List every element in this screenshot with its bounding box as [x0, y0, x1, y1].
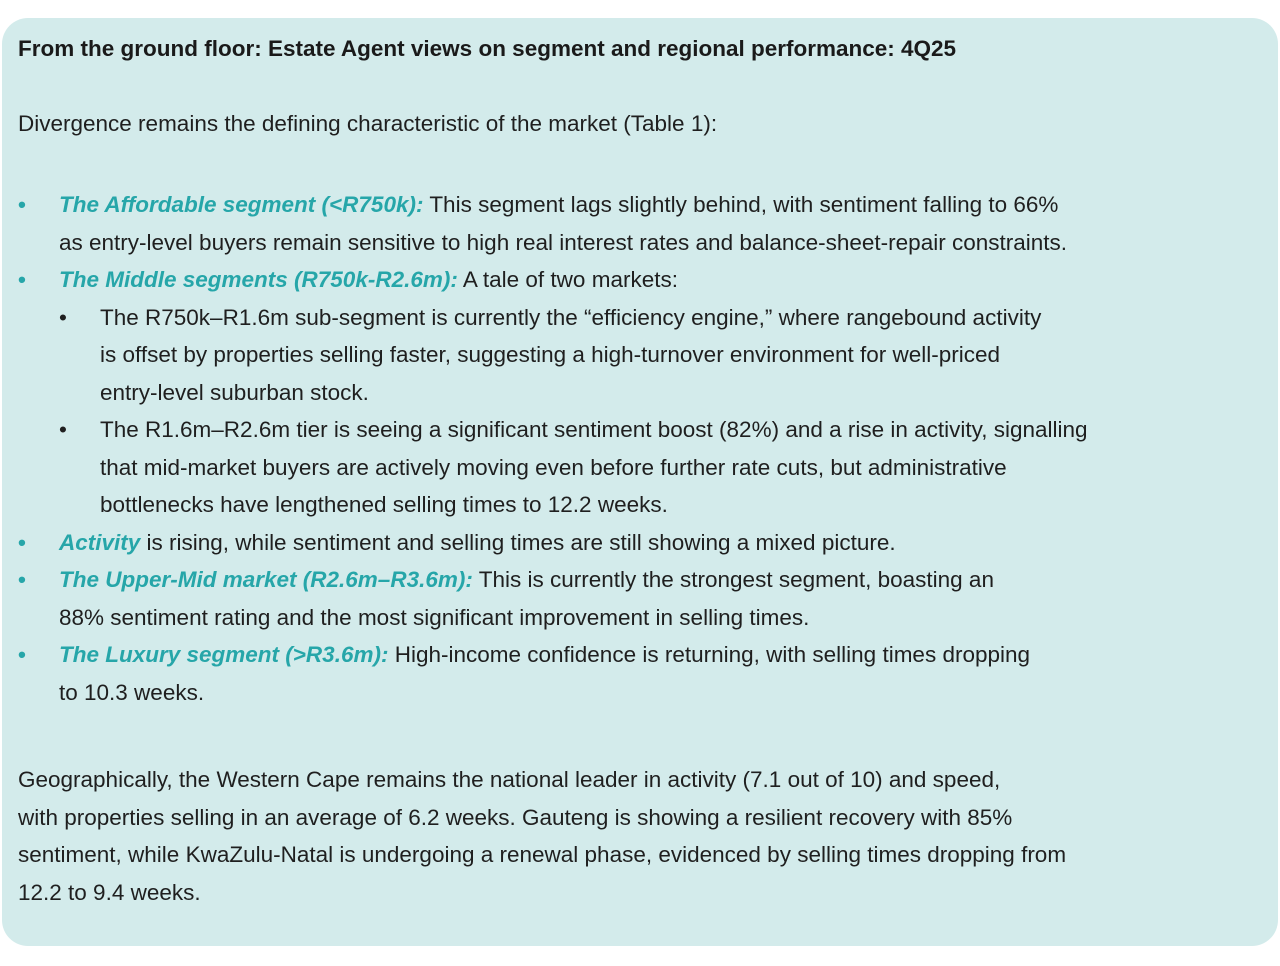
- intro-text: Divergence remains the defining characteristic of the market (Table 1):: [18, 111, 718, 136]
- segment-lead: The Upper-Mid market (R2.6m–R3.6m):: [59, 567, 473, 592]
- segment-lead: The Middle segments (R750k-R2.6m):: [59, 267, 458, 292]
- sub-bullet-icon: •: [59, 304, 67, 330]
- sub-item-text: The R750k–R1.6m sub-segment is currently the “efficiency engine,” where rangebound activity: [100, 304, 1042, 330]
- segment-text: This is currently the strongest segment, boasting an: [472, 567, 994, 592]
- list-item-activity: [18, 524, 1273, 562]
- segment-text: to 10.3 weeks.: [59, 679, 205, 705]
- panel-title: From the ground floor: Estate Agent views on segment and regional performance: 4Q25: [18, 36, 957, 61]
- bullet-icon: •: [18, 529, 26, 555]
- sub-item-tier: [59, 411, 1273, 524]
- sub-item-text: that mid-market buyers are actively moving even before further rate cuts, but administrative: [100, 454, 1007, 480]
- sub-bullet-icon: •: [59, 417, 67, 442]
- bullet-icon: •: [18, 192, 26, 217]
- list-item-upper-mid: [18, 561, 1273, 636]
- paragraph-line: with properties selling in an average of 6.2 weeks. Gauteng is showing a resilient recovery with 85%: [18, 804, 1013, 830]
- segment-lead: Activity: [59, 529, 141, 555]
- segment-text: A tale of two markets:: [457, 267, 678, 292]
- geography-paragraph: [18, 761, 1258, 911]
- list-item-middle: [18, 261, 1273, 524]
- list-item-affordable: [18, 186, 1273, 261]
- segment-text: 88% sentiment rating and the most significant improvement in selling times.: [59, 604, 810, 630]
- paragraph-line: 12.2 to 9.4 weeks.: [18, 879, 201, 905]
- sub-item-text: bottlenecks have lengthened selling times to 12.2 weeks.: [100, 492, 668, 517]
- sub-item-text: The R1.6m–R2.6m tier is seeing a significant sentiment boost (82%) and a rise in activity, signalling: [100, 417, 1088, 442]
- sub-item-efficiency: [59, 299, 1273, 412]
- segment-lead: The Luxury segment (>R3.6m):: [59, 642, 389, 667]
- paragraph-line: sentiment, while KwaZulu-Natal is undergoing a renewal phase, evidenced by selling times dropping from: [18, 842, 1067, 867]
- bullet-icon: •: [18, 267, 26, 292]
- list-item-luxury: [18, 636, 1273, 711]
- sub-item-text: entry-level suburban stock.: [100, 379, 369, 405]
- sub-item-text: is offset by properties selling faster, suggesting a high-turnover environment for well-priced: [100, 342, 1001, 367]
- segment-text: High-income confidence is returning, with selling times dropping: [388, 642, 1031, 667]
- segment-list: [18, 186, 1273, 711]
- segment-lead: The Affordable segment (<R750k):: [59, 192, 424, 217]
- bullet-icon: •: [18, 567, 26, 592]
- bullet-icon: •: [18, 642, 26, 667]
- paragraph-line: Geographically, the Western Cape remains the national leader in activity (7.1 out of 10) and speed,: [18, 767, 1001, 792]
- segment-text: as entry-level buyers remain sensitive to high real interest rates and balance-sheet-repair constraints.: [59, 229, 1067, 255]
- segment-text: is rising, while sentiment and selling times are still showing a mixed picture.: [140, 529, 896, 555]
- segment-text: This segment lags slightly behind, with sentiment falling to 66%: [423, 192, 1059, 217]
